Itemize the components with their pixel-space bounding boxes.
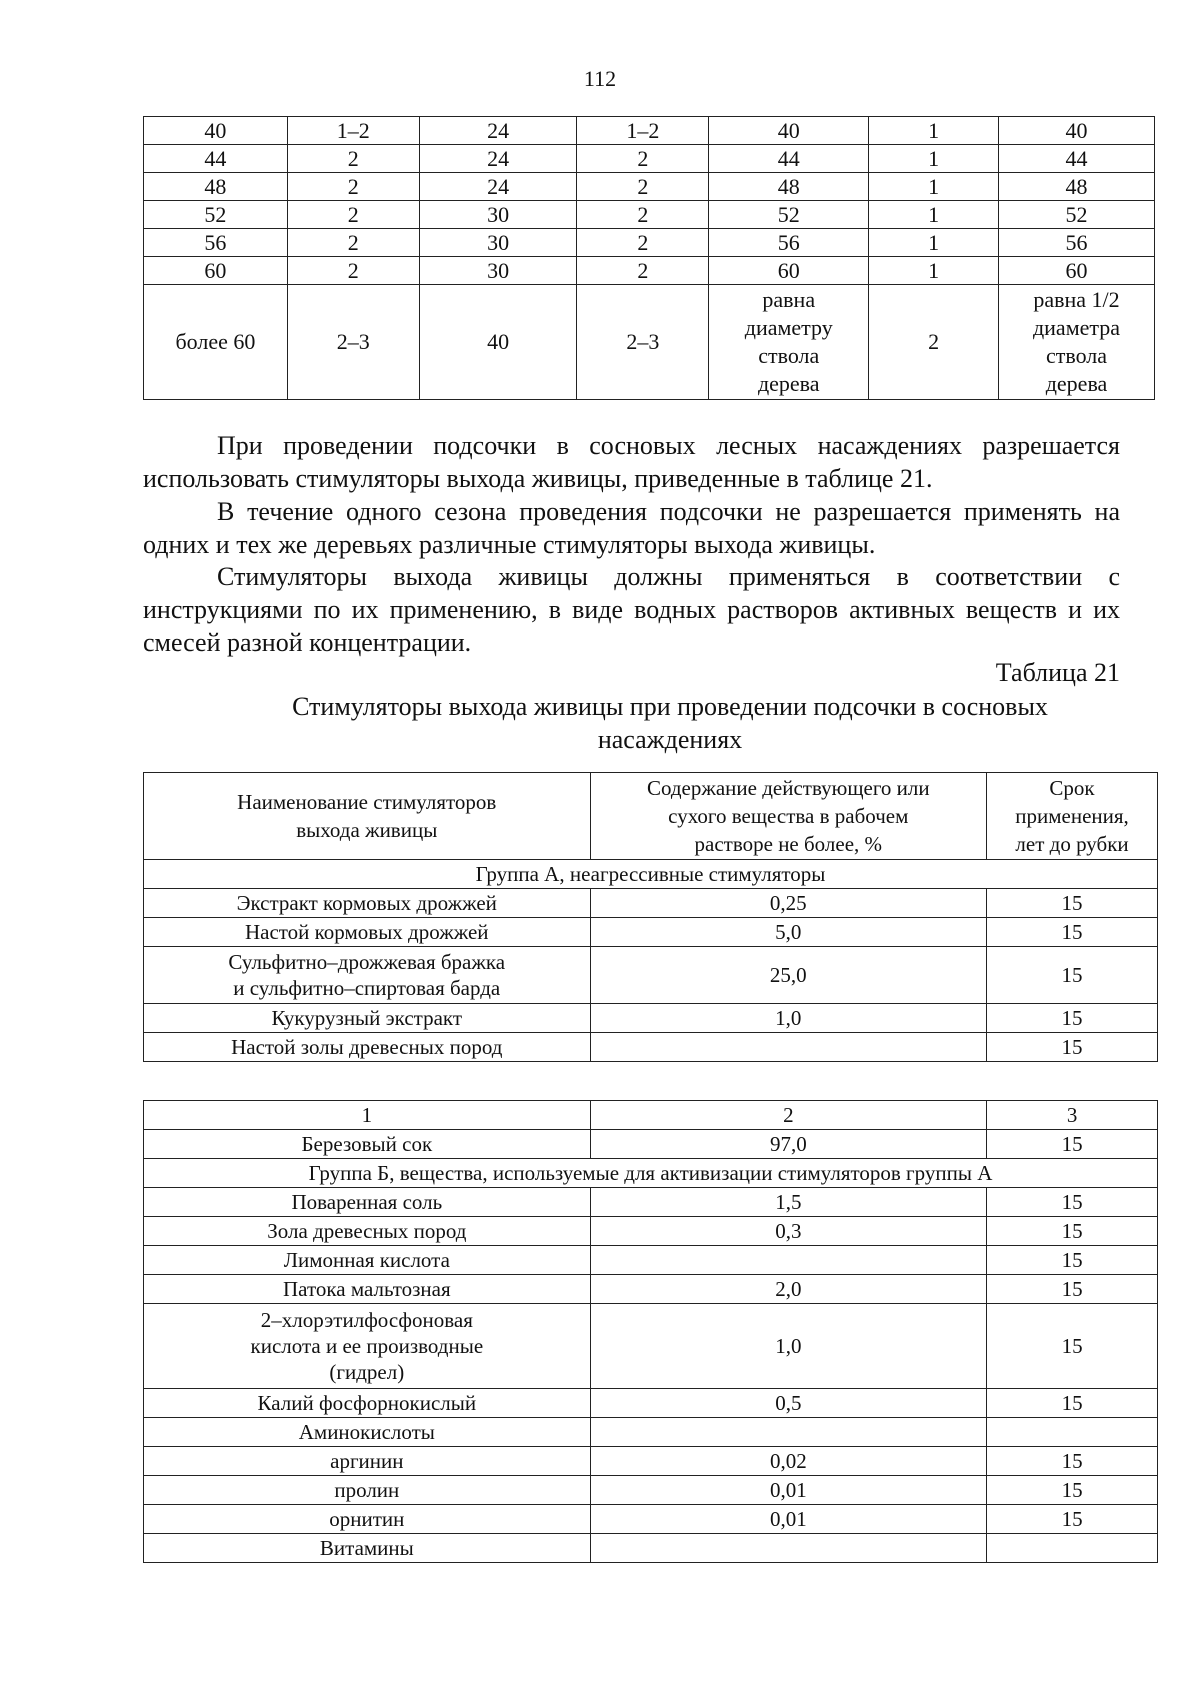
stimulator-name: Аминокислоты <box>144 1418 591 1447</box>
table-row <box>144 947 1158 1004</box>
paragraph: В течение одного сезона проведения подсочки не разрешается применять на одних и тех же деревьях различные стимуляторы выхода живицы. <box>143 497 1120 559</box>
stimulator-content: 1,5 <box>590 1188 987 1217</box>
table-cell: 2–3 <box>577 285 709 400</box>
table-row <box>144 1188 1158 1217</box>
header-row <box>144 773 1158 860</box>
stimulator-content <box>590 1246 987 1275</box>
table-row <box>144 117 1155 145</box>
stimulator-name: Зола древесных пород <box>144 1217 591 1246</box>
table-row <box>144 889 1158 918</box>
header-cell-content: Содержание действующего или сухого вещества в рабочем растворе не более, % <box>590 773 987 860</box>
table-cell: более 60 <box>144 285 288 400</box>
table-cell: 56 <box>709 229 869 257</box>
column-number: 2 <box>590 1101 987 1130</box>
stimulator-term: 15 <box>987 1130 1158 1159</box>
stimulator-content: 0,25 <box>590 889 987 918</box>
stimulator-term: 15 <box>987 1004 1158 1033</box>
stimulator-term: 15 <box>987 918 1158 947</box>
table-cell: 24 <box>419 173 577 201</box>
table-cell: 24 <box>419 117 577 145</box>
group-row <box>144 1159 1158 1188</box>
stimulator-term <box>987 1534 1158 1563</box>
table-cell: 2 <box>577 145 709 173</box>
table-row <box>144 1304 1158 1389</box>
stimulator-name: орнитин <box>144 1505 591 1534</box>
stimulator-name: Калий фосфорнокислый <box>144 1389 591 1418</box>
table-row <box>144 1476 1158 1505</box>
stimulator-name: Лимонная кислота <box>144 1246 591 1275</box>
stimulator-content: 25,0 <box>590 947 987 1004</box>
table-cell: 48 <box>709 173 869 201</box>
page-number: 112 <box>583 66 617 91</box>
stimulator-content <box>590 1534 987 1563</box>
stimulators-table-part-2 <box>143 1100 1158 1563</box>
table-cell: 1–2 <box>287 117 419 145</box>
stimulator-content: 0,02 <box>590 1447 987 1476</box>
column-number: 1 <box>144 1101 591 1130</box>
stimulator-name: Настой кормовых дрожжей <box>144 918 591 947</box>
table-row <box>144 173 1155 201</box>
stimulator-name: Патока мальтозная <box>144 1275 591 1304</box>
stimulator-term: 15 <box>987 1505 1158 1534</box>
stimulator-term: 15 <box>987 1304 1158 1389</box>
table-cell: 2 <box>577 201 709 229</box>
table-cell: 2 <box>287 173 419 201</box>
group-b-label: Группа Б, вещества, используемые для активизации стимуляторов группы А <box>144 1159 1158 1188</box>
paragraph: Стимуляторы выхода живицы должны применяться в соответствии с инструкциями по их применению, в виде водных растворов активных веществ и их смесей разной концентрации. <box>143 562 1120 657</box>
header-cell-name: Наименование стимуляторов выхода живицы <box>144 773 591 860</box>
table-row <box>144 201 1155 229</box>
stimulator-term: 15 <box>987 1217 1158 1246</box>
table-cell: 56 <box>999 229 1155 257</box>
stimulator-name: Березовый сок <box>144 1130 591 1159</box>
stimulator-name: Настой золы древесных пород <box>144 1033 591 1062</box>
table-cell: 40 <box>419 285 577 400</box>
table-row <box>144 1130 1158 1159</box>
stimulator-name: Сульфитно–дрожжевая бражка и сульфитно–спиртовая барда <box>144 947 591 1004</box>
table-row <box>144 1389 1158 1418</box>
table-cell: 2 <box>577 229 709 257</box>
stimulator-term: 15 <box>987 1246 1158 1275</box>
table-row <box>144 145 1155 173</box>
table-row <box>144 1447 1158 1476</box>
stimulator-term: 15 <box>987 1188 1158 1217</box>
stimulator-content: 97,0 <box>590 1130 987 1159</box>
table-cell: 48 <box>144 173 288 201</box>
table-cell: 30 <box>419 257 577 285</box>
table-cell: 1 <box>869 117 999 145</box>
table-row <box>144 1217 1158 1246</box>
stimulator-name: Витамины <box>144 1534 591 1563</box>
stimulator-name: аргинин <box>144 1447 591 1476</box>
table-cell: 60 <box>999 257 1155 285</box>
table-cell: 44 <box>999 145 1155 173</box>
table-cell: 1 <box>869 229 999 257</box>
table-cell: равна 1/2 диаметра ствола дерева <box>999 285 1155 400</box>
stimulator-term: 15 <box>987 1447 1158 1476</box>
table-cell: 40 <box>144 117 288 145</box>
table-cell: 60 <box>709 257 869 285</box>
table-cell: 30 <box>419 229 577 257</box>
table-cell: 2 <box>287 229 419 257</box>
stimulator-term <box>987 1418 1158 1447</box>
stimulators-table-part-1 <box>143 772 1158 1062</box>
header-cell-term: Срок применения, лет до рубки <box>987 773 1158 860</box>
table-number: Таблица 21 <box>995 658 1120 687</box>
table-cell: 1 <box>869 257 999 285</box>
table-cell: 1 <box>869 145 999 173</box>
stimulator-term: 15 <box>987 947 1158 1004</box>
stimulator-content: 0,3 <box>590 1217 987 1246</box>
stimulator-name: Экстракт кормовых дрожжей <box>144 889 591 918</box>
table-cell: 2 <box>577 173 709 201</box>
column-number: 3 <box>987 1101 1158 1130</box>
continued-table <box>143 116 1155 400</box>
stimulator-name: 2–хлорэтилфосфоновая кислота и ее производные (гидрел) <box>144 1304 591 1389</box>
stimulator-content: 5,0 <box>590 918 987 947</box>
table-row <box>144 257 1155 285</box>
stimulator-name: Поваренная соль <box>144 1188 591 1217</box>
table-row <box>144 918 1158 947</box>
table-cell: 2 <box>869 285 999 400</box>
table-cell: 30 <box>419 201 577 229</box>
table-row <box>144 1004 1158 1033</box>
table-cell: 1 <box>869 201 999 229</box>
table-cell: 60 <box>144 257 288 285</box>
stimulator-name: Кукурузный экстракт <box>144 1004 591 1033</box>
table-title: Стимуляторы выхода живицы при проведении подсочки в сосновых насаждениях <box>292 692 1048 754</box>
group-row <box>144 860 1158 889</box>
stimulator-content: 0,01 <box>590 1505 987 1534</box>
stimulator-term: 15 <box>987 1033 1158 1062</box>
table-cell: 40 <box>709 117 869 145</box>
table-cell: 44 <box>144 145 288 173</box>
stimulator-term: 15 <box>987 1476 1158 1505</box>
paragraph: При проведении подсочки в сосновых лесных насаждениях разрешается использовать стимуляторы выхода живицы, приведенные в таблице 21. <box>143 431 1120 493</box>
table-cell: 24 <box>419 145 577 173</box>
table-row <box>144 1505 1158 1534</box>
table-row <box>144 1275 1158 1304</box>
table-cell: 40 <box>999 117 1155 145</box>
stimulator-name: пролин <box>144 1476 591 1505</box>
stimulator-content <box>590 1033 987 1062</box>
table-row <box>144 1033 1158 1062</box>
table-row <box>144 229 1155 257</box>
table-cell: 44 <box>709 145 869 173</box>
table-row <box>144 1418 1158 1447</box>
table-cell: 1 <box>869 173 999 201</box>
table-cell: 2 <box>577 257 709 285</box>
table-cell: 52 <box>144 201 288 229</box>
table-row <box>144 285 1155 400</box>
column-number-row <box>144 1101 1158 1130</box>
stimulator-content <box>590 1418 987 1447</box>
table-cell: 52 <box>709 201 869 229</box>
stimulator-content: 2,0 <box>590 1275 987 1304</box>
stimulator-term: 15 <box>987 889 1158 918</box>
group-a-label: Группа А, неагрессивные стимуляторы <box>144 860 1158 889</box>
stimulator-content: 1,0 <box>590 1004 987 1033</box>
table-cell: 48 <box>999 173 1155 201</box>
stimulator-term: 15 <box>987 1389 1158 1418</box>
stimulator-content: 1,0 <box>590 1304 987 1389</box>
stimulator-content: 0,5 <box>590 1389 987 1418</box>
table-row <box>144 1534 1158 1563</box>
stimulator-term: 15 <box>987 1275 1158 1304</box>
stimulator-content: 0,01 <box>590 1476 987 1505</box>
table-cell: 2–3 <box>287 285 419 400</box>
table-cell: 1–2 <box>577 117 709 145</box>
table-row <box>144 1246 1158 1275</box>
table-cell: 52 <box>999 201 1155 229</box>
table-cell: 2 <box>287 201 419 229</box>
table-cell: 2 <box>287 257 419 285</box>
table-cell: 2 <box>287 145 419 173</box>
table-cell: 56 <box>144 229 288 257</box>
table-cell: равна диаметру ствола дерева <box>709 285 869 400</box>
